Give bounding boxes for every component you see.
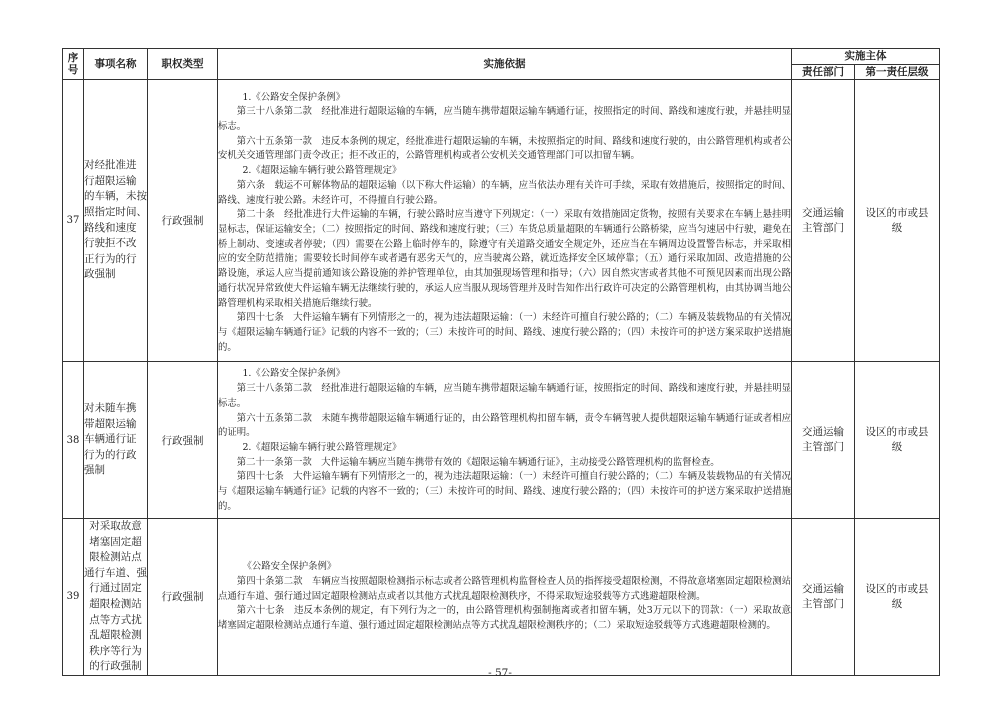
- basis-paragraph: 第三十八条第二款 经批准进行超限运输的车辆，应当随车携带超限运输车辆通行证，按照指定的时间、路线和速度行驶，并悬挂明显标志。: [218, 383, 791, 409]
- basis-paragraph: 第三十八条第二款 经批准进行超限运输的车辆，应当随车携带超限运输车辆通行证，按照指定的时间、路线和速度行驶，并悬挂明显标志。: [218, 106, 791, 133]
- header-subject: 实施主体: [792, 49, 940, 65]
- row-seq: 38: [63, 362, 84, 519]
- basis-paragraph: 1.《公路安全保护条例》: [242, 368, 346, 380]
- basis-paragraph: 第二十条 经批准进行大件运输的车辆，行驶公路时应当遵守下列规定：（一）采取有效措施固定货物，按照有关要求在车辆上悬挂明显标志，保证运输安全；（二）按照指定的时间、路线和速度行驶；（三）车货总质量超限的车辆通行公路桥梁，应当匀速居中行驶，避免在桥上制动、变速或者停驶；（四）需要在公路上临时停车的，除遵守有关道路交通安全规定外，还应当在车辆周边设置警告标志，并采取相应的安全防范措施；需要较长时间停车或者遇有恶劣天气的，应当驶离公路，就近选择安全区域停靠；（五）通行采取加固、改造措施的公路设施，承运人应当提前通知该公路设施的养护管理单位，由其加强现场管理和指导；（六）因自然灾害或者其他不可预见因素而出现公路通行状况异常致使大件运输车辆无法继续行驶的，承运人应当服从现场管理并及时告知作出行政许可决定的公路管理机构，由其协调当地公路管理机构采取相关措施后继续行驶。: [218, 209, 791, 309]
- row-responsible-dept: 交通运输 主管部门: [792, 362, 855, 519]
- basis-paragraph: 第六十七条 违反本条例的规定，有下列行为之一的，由公路管理机构强制拖离或者扣留车辆，处3万元以下的罚款：（一）采取故意堵塞固定超限检测站点通行车道、强行通过固定超限检测站点等方式扰乱超限检测秩序的；（二）采取短途驳载等方式逃避超限检测的。: [218, 605, 791, 632]
- header-first-level: 第一责任层级: [855, 65, 940, 80]
- basis-paragraph: 第四十七条 大件运输车辆有下列情形之一的，视为违法超限运输：（一）未经许可擅自行驶公路的；（二）车辆及装载物品的有关情况与《超限运输车辆通行证》记载的内容不一致的；（三）未按许可的时间、路线、速度行驶公路的；（四）未按许可的护送方案采取护送措施的。: [218, 312, 791, 353]
- basis-paragraph: 《公路安全保护条例》: [242, 561, 337, 573]
- basis-paragraph: 1.《公路安全保护条例》: [242, 91, 346, 103]
- basis-paragraph: 第二十一条第一款 大件运输车辆应当随车携带有效的《超限运输车辆通行证》，主动接受公路管理机构的监督检查。: [236, 456, 720, 468]
- table-row: [63, 80, 940, 362]
- table-row: [63, 362, 940, 519]
- row-first-level: 设区的市或县 级: [855, 80, 940, 362]
- basis-paragraph: 2.《超限运输车辆行驶公路管理规定》: [242, 442, 402, 453]
- row-item-name: 对采取故意 堵塞固定超 限检测站点 通行车道、强 行通过固定 超限检测站 点等方式扰 乱超限检测 秩序等行为 的行政强制: [84, 519, 148, 676]
- row-power-type: 行政强制: [148, 80, 218, 362]
- row-responsible-dept: 交通运输 主管部门: [792, 519, 855, 676]
- row-responsible-dept: 交通运输 主管部门: [792, 80, 855, 362]
- basis-paragraph: 第四十条第二款 车辆应当按照超限检测指示标志或者公路管理机构监督检查人员的指挥接受超限检测，不得故意堵塞固定超限检测站点通行车道、强行通过固定超限检测站点或者以其他方式扰乱超限检测秩序，不得采取短途驳载等方式逃避超限检测。: [218, 575, 791, 602]
- basis-paragraph: 第六十五条第一款 违反本条例的规定，经批准进行超限运输的车辆，未按照指定的时间、路线和速度行驶的，由公路管理机构或者公安机关交通管理部门责令改正；拒不改正的，公路管理机构或者公安机关交通管理部门可以扣留车辆。: [218, 135, 791, 162]
- basis-paragraph: 第四十七条 大件运输车辆有下列情形之一的，视为违法超限运输：（一）未经许可擅自行驶公路的；（二）车辆及装载物品的有关情况与《超限运输车辆通行证》记载的内容不一致的；（三）未按许可的时间、路线、速度行驶公路的；（四）未按许可的护送方案采取护送措施的。: [218, 471, 791, 512]
- basis-paragraph: 第六十五条第二款 未随车携带超限运输车辆通行证的，由公路管理机构扣留车辆，责令车辆驾驶人提供超限运输车辆通行证或者相应的证明。: [218, 412, 791, 439]
- header-item-name: 事项名称: [84, 49, 148, 80]
- basis-paragraph: 2.《超限运输车辆行驶公路管理规定》: [242, 165, 402, 177]
- row-basis: [218, 519, 792, 676]
- row-power-type: 行政强制: [148, 519, 218, 676]
- row-seq: 37: [63, 80, 84, 362]
- header-power-type: 职权类型: [148, 49, 218, 80]
- row-seq: 39: [63, 519, 84, 676]
- page-number: - 57-: [488, 667, 512, 679]
- row-first-level: 设区的市或县 级: [855, 519, 940, 676]
- row-basis: [218, 80, 792, 362]
- table-row: [63, 519, 940, 676]
- row-item-name: 对未随车携 带超限运输 车辆通行证 行为的行政 强制: [84, 362, 148, 519]
- enforcement-table: [62, 48, 940, 676]
- row-power-type: 行政强制: [148, 362, 218, 519]
- row-item-name: 对经批准进 行超限运输 的车辆，未按 照指定时间、 路线和速度 行驶拒不改 正行为的行 政强制: [84, 80, 148, 362]
- header-seq: 序 号: [63, 49, 84, 80]
- header-basis: 实施依据: [218, 49, 792, 80]
- header-responsible-dept: 责任部门: [792, 65, 855, 80]
- basis-paragraph: 第六条 载运不可解体物品的超限运输（以下称大件运输）的车辆，应当依法办理有关许可手续，采取有效措施后，按照指定的时间、路线、速度行驶公路。未经许可，不得擅自行驶公路。: [218, 179, 791, 206]
- row-first-level: 设区的市或县 级: [855, 362, 940, 519]
- row-basis: [218, 362, 792, 519]
